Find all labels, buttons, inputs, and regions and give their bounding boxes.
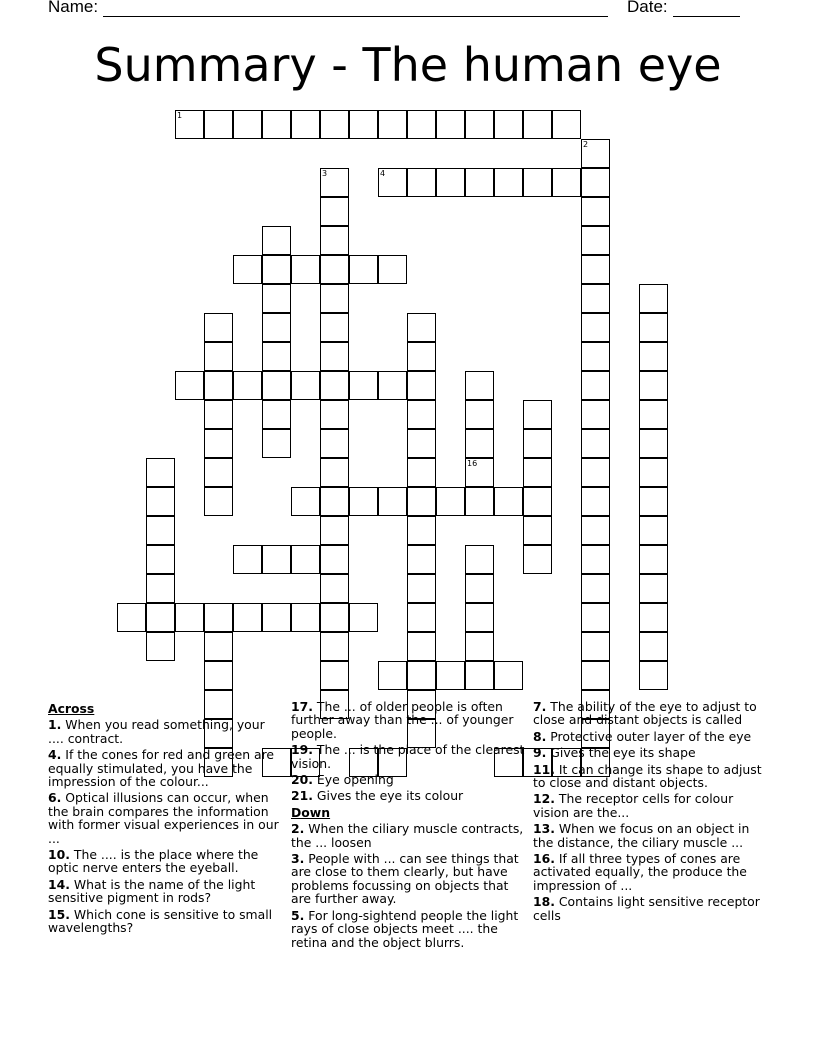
grid-cell[interactable] xyxy=(581,226,610,255)
clue-item-number: 16. xyxy=(533,851,555,867)
grid-cell[interactable] xyxy=(320,516,349,545)
grid-cell[interactable] xyxy=(233,545,262,574)
clue-item-text: When we focus on an object in the distance, the ciliary muscle ... xyxy=(533,821,750,850)
grid-cell[interactable] xyxy=(262,429,291,458)
clue-item-text: For long-sightend people the light rays of close objects meet .... the retina and the object blurrs. xyxy=(291,907,519,950)
clue-item xyxy=(533,700,767,727)
grid-cell[interactable] xyxy=(175,603,204,632)
grid-cell[interactable] xyxy=(581,458,610,487)
grid-cell[interactable] xyxy=(407,603,436,632)
clue-list xyxy=(291,700,525,803)
clue-item xyxy=(291,852,525,906)
grid-cell[interactable] xyxy=(407,661,436,690)
clue-item-text: When the ciliary muscle contracts, the ... loosen xyxy=(291,821,524,850)
grid-cell[interactable] xyxy=(465,458,494,487)
grid-cell[interactable] xyxy=(494,110,523,139)
name-label: Name: xyxy=(48,0,99,16)
clue-item-text: Which cone is sensitive to small wavelengths? xyxy=(48,906,273,936)
grid-cell[interactable] xyxy=(407,632,436,661)
grid-cell[interactable] xyxy=(204,110,233,139)
clue-item xyxy=(533,792,767,819)
grid-cell[interactable] xyxy=(291,371,320,400)
clue-item-number: 9. xyxy=(533,745,547,761)
grid-cell[interactable] xyxy=(262,342,291,371)
clue-item-number: 11. xyxy=(533,761,555,777)
grid-cell[interactable] xyxy=(465,400,494,429)
grid-cell[interactable] xyxy=(639,603,668,632)
grid-cell[interactable] xyxy=(407,168,436,197)
clue-item-text: What is the name of the light sensitive pigment in rods? xyxy=(48,876,256,906)
grid-cell[interactable] xyxy=(320,574,349,603)
grid-cell[interactable] xyxy=(146,458,175,487)
grid-cell[interactable] xyxy=(320,284,349,313)
clue-item-number: 3. xyxy=(291,851,305,867)
clue-item xyxy=(48,791,282,845)
grid-cell[interactable] xyxy=(494,487,523,516)
grid-cell[interactable] xyxy=(465,574,494,603)
clue-list xyxy=(48,718,282,934)
grid-cell[interactable] xyxy=(581,284,610,313)
grid-cell[interactable] xyxy=(639,632,668,661)
grid-cell[interactable] xyxy=(639,371,668,400)
grid-cell[interactable] xyxy=(581,139,610,168)
grid-cell[interactable] xyxy=(320,487,349,516)
clue-item-number: 18. xyxy=(533,894,555,910)
clue-item-number: 12. xyxy=(533,791,555,807)
grid-cell[interactable] xyxy=(639,487,668,516)
clue-list xyxy=(533,700,767,922)
grid-cell[interactable] xyxy=(320,342,349,371)
grid-cell[interactable] xyxy=(291,487,320,516)
grid-cell[interactable] xyxy=(349,487,378,516)
grid-cell[interactable] xyxy=(262,284,291,313)
grid-cell[interactable] xyxy=(639,400,668,429)
grid-cell[interactable] xyxy=(320,197,349,226)
clue-number: 2 xyxy=(583,140,589,149)
grid-cell[interactable] xyxy=(349,371,378,400)
clue-number: 1 xyxy=(177,111,183,120)
grid-cell[interactable] xyxy=(465,632,494,661)
date-label: Date: xyxy=(627,0,668,16)
grid-cell[interactable] xyxy=(320,632,349,661)
clue-item-number: 4. xyxy=(48,747,62,763)
grid-cell[interactable] xyxy=(523,168,552,197)
grid-cell[interactable] xyxy=(349,603,378,632)
grid-cell[interactable] xyxy=(581,661,610,690)
clue-item-number: 2. xyxy=(291,821,305,837)
grid-cell[interactable] xyxy=(146,632,175,661)
clue-item xyxy=(291,700,525,740)
clue-number: 16 xyxy=(467,459,478,468)
grid-cell[interactable] xyxy=(204,458,233,487)
grid-cell[interactable] xyxy=(378,110,407,139)
grid-cell[interactable] xyxy=(581,545,610,574)
grid-cell[interactable] xyxy=(436,487,465,516)
grid-cell[interactable] xyxy=(204,371,233,400)
clue-item-text: The .... is the place where the optic nerve enters the eyeball. xyxy=(48,847,259,876)
clues-section xyxy=(0,700,816,1000)
clue-list xyxy=(291,822,525,949)
grid-cell[interactable] xyxy=(407,110,436,139)
grid-cell[interactable] xyxy=(262,226,291,255)
grid-cell[interactable] xyxy=(349,255,378,284)
grid-cell[interactable] xyxy=(581,516,610,545)
grid-cell[interactable] xyxy=(407,458,436,487)
clue-item xyxy=(48,748,282,788)
grid-cell[interactable] xyxy=(465,429,494,458)
clue-item-number: 7. xyxy=(533,699,547,714)
clue-item-text: It can change its shape to adjust to close and distant objects. xyxy=(533,761,762,791)
grid-cell[interactable] xyxy=(349,110,378,139)
grid-cell[interactable] xyxy=(436,661,465,690)
page-title: Summary - The human eye xyxy=(94,38,722,92)
grid-cell[interactable] xyxy=(378,168,407,197)
grid-cell[interactable] xyxy=(233,110,262,139)
clue-item-number: 13. xyxy=(533,821,555,837)
clue-item-text: If the cones for red and green are equally stimulated, you have the impression of the colour... xyxy=(48,747,275,790)
grid-cell[interactable] xyxy=(320,313,349,342)
grid-cell[interactable] xyxy=(204,632,233,661)
grid-cell[interactable] xyxy=(465,603,494,632)
grid-cell[interactable] xyxy=(436,110,465,139)
grid-cell[interactable] xyxy=(320,400,349,429)
clue-item-text: People with ... can see things that are close to them clearly, but have problems focussing on objects that are further away. xyxy=(291,851,519,907)
grid-cell[interactable] xyxy=(175,371,204,400)
grid-cell[interactable] xyxy=(639,545,668,574)
grid-cell[interactable] xyxy=(146,574,175,603)
grid-cell[interactable] xyxy=(494,661,523,690)
clue-item-number: 6. xyxy=(48,790,62,806)
grid-cell[interactable] xyxy=(465,545,494,574)
grid-cell[interactable] xyxy=(552,168,581,197)
grid-cell[interactable] xyxy=(581,632,610,661)
grid-cell[interactable] xyxy=(117,603,146,632)
grid-cell[interactable] xyxy=(233,603,262,632)
grid-cell[interactable] xyxy=(523,487,552,516)
clue-item-number: 21. xyxy=(291,788,313,804)
clue-item-text: Gives the eye its colour xyxy=(316,788,464,804)
clue-item xyxy=(291,743,525,770)
grid-cell[interactable] xyxy=(262,110,291,139)
clue-item xyxy=(533,852,767,892)
grid-cell[interactable] xyxy=(204,342,233,371)
grid-cell[interactable] xyxy=(639,429,668,458)
grid-cell[interactable] xyxy=(320,371,349,400)
grid-cell[interactable] xyxy=(465,661,494,690)
clue-item xyxy=(533,822,767,849)
clue-item-text: The receptor cells for colour vision are the... xyxy=(533,791,734,820)
grid-cell[interactable] xyxy=(262,255,291,284)
grid-cell[interactable] xyxy=(407,400,436,429)
grid-cell[interactable] xyxy=(436,168,465,197)
grid-cell[interactable] xyxy=(320,603,349,632)
grid-cell[interactable] xyxy=(262,603,291,632)
grid-cell[interactable] xyxy=(523,458,552,487)
grid-cell[interactable] xyxy=(320,226,349,255)
grid-cell[interactable] xyxy=(407,371,436,400)
grid-cell[interactable] xyxy=(204,429,233,458)
grid-cell[interactable] xyxy=(581,197,610,226)
grid-cell[interactable] xyxy=(204,313,233,342)
grid-cell[interactable] xyxy=(320,429,349,458)
clue-item xyxy=(291,789,525,802)
clue-item-text: Optical illusions can occur, when the brain compares the information with former visual experiences in our ... xyxy=(48,790,279,846)
clue-item-text: Contains light sensitive receptor cells xyxy=(533,894,760,923)
clue-item-number: 17. xyxy=(291,699,313,714)
grid-cell[interactable] xyxy=(320,545,349,574)
down-heading: Down xyxy=(291,804,331,820)
grid-cell[interactable] xyxy=(320,255,349,284)
grid-cell[interactable] xyxy=(262,545,291,574)
grid-cell[interactable] xyxy=(407,429,436,458)
grid-cell[interactable] xyxy=(523,545,552,574)
grid-cell[interactable] xyxy=(407,545,436,574)
clue-item-text: When you read something, your .... contract. xyxy=(48,717,265,746)
grid-cell[interactable] xyxy=(581,342,610,371)
clue-item xyxy=(48,908,282,935)
grid-cell[interactable] xyxy=(581,487,610,516)
grid-cell[interactable] xyxy=(262,313,291,342)
clue-item xyxy=(291,909,525,949)
grid-cell[interactable] xyxy=(639,284,668,313)
clue-item-number: 10. xyxy=(48,847,70,863)
grid-cell[interactable] xyxy=(320,110,349,139)
clue-item xyxy=(291,773,525,786)
grid-cell[interactable] xyxy=(581,313,610,342)
grid-cell[interactable] xyxy=(639,574,668,603)
across-heading: Across xyxy=(48,701,95,716)
grid-cell[interactable] xyxy=(378,487,407,516)
clue-column-2 xyxy=(291,700,525,952)
clue-item xyxy=(291,822,525,849)
clue-column-1 xyxy=(48,700,282,938)
grid-cell[interactable] xyxy=(378,255,407,284)
grid-cell[interactable] xyxy=(465,168,494,197)
clue-item xyxy=(533,763,767,790)
grid-cell[interactable] xyxy=(581,168,610,197)
clue-item xyxy=(533,895,767,922)
grid-cell[interactable] xyxy=(407,516,436,545)
clue-item-text: Gives the eye its shape xyxy=(550,745,696,761)
grid-cell[interactable] xyxy=(465,487,494,516)
grid-cell[interactable] xyxy=(262,371,291,400)
grid-cell[interactable] xyxy=(320,168,349,197)
clue-item-number: 8. xyxy=(533,728,547,744)
grid-cell[interactable] xyxy=(639,516,668,545)
clue-item xyxy=(48,848,282,875)
grid-cell[interactable] xyxy=(204,400,233,429)
clue-item-number: 20. xyxy=(291,772,313,788)
clue-item-text: If all three types of cones are activated equally, the produce the impression of ... xyxy=(533,851,747,893)
grid-cell[interactable] xyxy=(465,371,494,400)
grid-cell[interactable] xyxy=(146,603,175,632)
clue-item-number: 14. xyxy=(48,876,70,892)
grid-cell[interactable] xyxy=(581,429,610,458)
grid-cell[interactable] xyxy=(407,313,436,342)
grid-cell[interactable] xyxy=(291,255,320,284)
grid-cell[interactable] xyxy=(291,110,320,139)
grid-cell[interactable] xyxy=(581,574,610,603)
grid-cell[interactable] xyxy=(233,255,262,284)
grid-cell[interactable] xyxy=(639,661,668,690)
grid-cell[interactable] xyxy=(204,603,233,632)
grid-cell[interactable] xyxy=(146,516,175,545)
grid-cell[interactable] xyxy=(465,110,494,139)
grid-cell[interactable] xyxy=(494,168,523,197)
clue-item-text: Protective outer layer of the eye xyxy=(550,728,752,744)
clue-number: 4 xyxy=(380,169,386,178)
grid-cell[interactable] xyxy=(291,603,320,632)
grid-cell[interactable] xyxy=(378,371,407,400)
clue-item-text: The ... is the place of the clearest vision. xyxy=(291,742,525,771)
clue-item-text: The ability of the eye to adjust to close and distant objects is called xyxy=(533,699,757,728)
grid-cell[interactable] xyxy=(204,487,233,516)
grid-cell[interactable] xyxy=(581,371,610,400)
grid-cell[interactable] xyxy=(523,516,552,545)
clue-item-number: 15. xyxy=(48,906,70,922)
grid-cell[interactable] xyxy=(407,487,436,516)
grid-cell[interactable] xyxy=(552,110,581,139)
grid-cell[interactable] xyxy=(233,371,262,400)
grid-cell[interactable] xyxy=(262,400,291,429)
grid-cell[interactable] xyxy=(581,603,610,632)
grid-cell[interactable] xyxy=(581,255,610,284)
grid-cell[interactable] xyxy=(581,400,610,429)
grid-cell[interactable] xyxy=(146,487,175,516)
clue-item xyxy=(48,718,282,745)
grid-cell[interactable] xyxy=(320,458,349,487)
grid-cell[interactable] xyxy=(639,458,668,487)
clue-item xyxy=(48,878,282,905)
clue-item-text: The ... of older people is often further away than the ... of younger people. xyxy=(291,699,514,741)
grid-cell[interactable] xyxy=(320,661,349,690)
grid-cell[interactable] xyxy=(378,661,407,690)
clue-item-number: 5. xyxy=(291,907,305,923)
grid-cell[interactable] xyxy=(523,110,552,139)
clue-item xyxy=(533,730,767,743)
clue-number: 3 xyxy=(322,169,328,178)
grid-cell[interactable] xyxy=(407,574,436,603)
clue-item-number: 19. xyxy=(291,742,313,758)
grid-cell[interactable] xyxy=(523,429,552,458)
grid-cell[interactable] xyxy=(639,313,668,342)
grid-cell[interactable] xyxy=(175,110,204,139)
clue-item-text: Eye opening xyxy=(316,772,394,788)
grid-cell[interactable] xyxy=(146,545,175,574)
clue-item-number: 1. xyxy=(48,717,62,733)
grid-cell[interactable] xyxy=(523,400,552,429)
grid-cell[interactable] xyxy=(639,342,668,371)
grid-cell[interactable] xyxy=(204,661,233,690)
grid-cell[interactable] xyxy=(291,545,320,574)
grid-cell[interactable] xyxy=(407,342,436,371)
clue-item xyxy=(533,746,767,759)
clue-column-3 xyxy=(533,700,767,925)
